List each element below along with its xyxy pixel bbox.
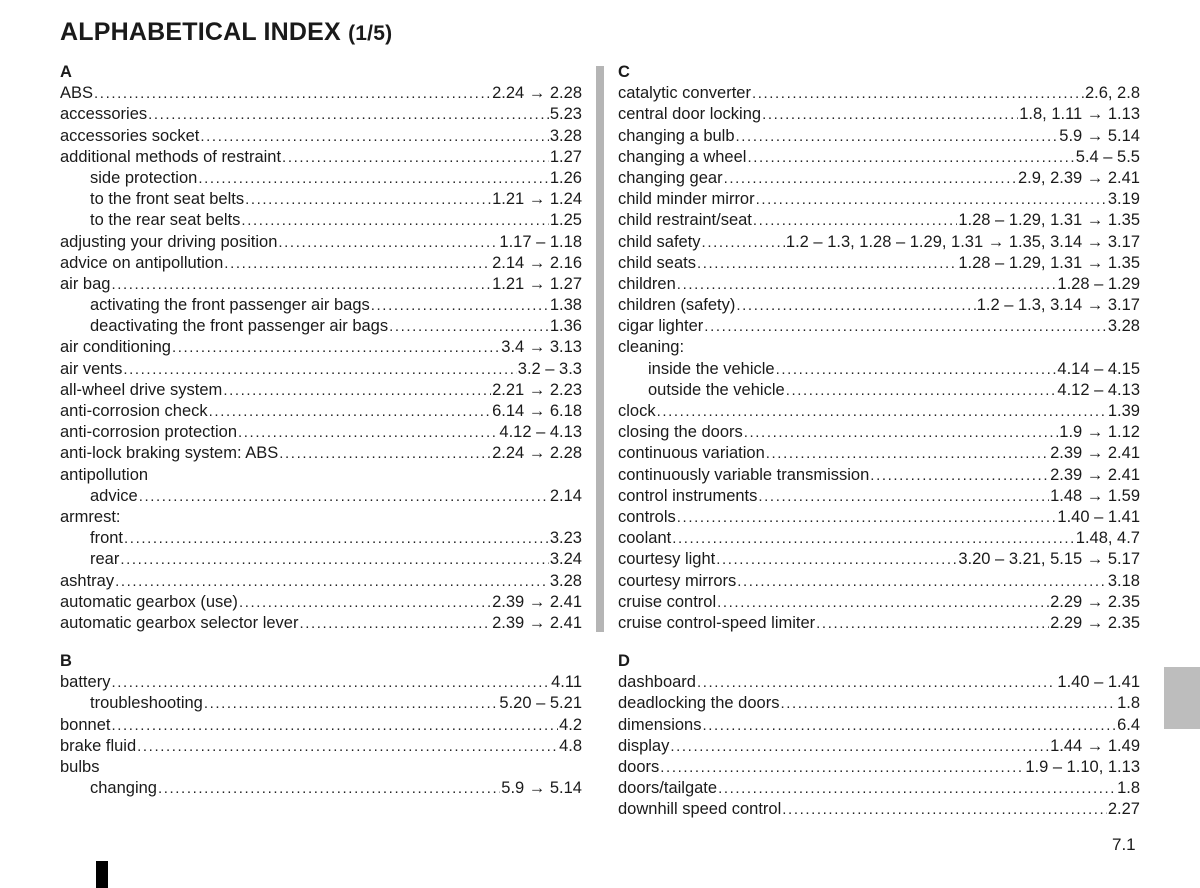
dot-leader	[198, 168, 549, 189]
entry-page-ref: 1.8	[1117, 694, 1140, 713]
entry-page-ref: 1.21 → 1.27	[492, 274, 582, 293]
index-entry	[60, 757, 582, 778]
entry-term: control instruments	[618, 486, 758, 505]
entry-term: closing the doors	[618, 423, 743, 442]
entry-page-ref: 1.44 → 1.49	[1050, 736, 1140, 755]
index-entry	[60, 232, 582, 253]
dot-leader	[241, 210, 548, 231]
entry-term: continuous variation	[618, 444, 765, 463]
entry-page-ref: 1.40 – 1.41	[1057, 673, 1140, 692]
dot-leader	[744, 422, 1059, 443]
dot-leader	[657, 401, 1107, 422]
dot-leader	[209, 401, 491, 422]
entry-page-ref: 1.48, 4.7	[1075, 529, 1140, 548]
entry-term: accessories socket	[60, 126, 200, 145]
index-entry	[618, 549, 1140, 570]
index-entry	[618, 693, 1140, 714]
index-entry	[60, 147, 582, 168]
dot-leader	[111, 274, 491, 295]
entry-page-ref: 3.28	[1107, 317, 1140, 336]
entry-page-ref: 1.36	[549, 317, 582, 336]
section-letter: B	[60, 652, 72, 671]
index-entry	[618, 316, 1140, 337]
index-entry	[60, 253, 582, 274]
entry-term: child minder mirror	[618, 190, 755, 209]
dot-leader	[776, 359, 1057, 380]
index-entry	[60, 359, 582, 380]
dot-leader	[717, 592, 1049, 613]
index-entry	[618, 232, 1140, 253]
dot-leader	[115, 571, 549, 592]
entry-term: child seats	[618, 253, 696, 272]
entry-page-ref: 1.40 – 1.41	[1057, 507, 1140, 526]
dot-leader	[816, 613, 1049, 634]
dot-leader	[148, 104, 549, 125]
entry-page-ref: 1.27	[549, 147, 582, 166]
entry-page-ref: 3.19	[1107, 190, 1140, 209]
dot-leader	[766, 443, 1049, 464]
entry-page-ref: 6.14 → 6.18	[492, 402, 582, 420]
index-subentry	[60, 549, 582, 570]
dot-leader	[279, 443, 491, 464]
registration-mark	[96, 861, 108, 888]
dot-leader	[111, 672, 550, 693]
entry-term: additional methods of restraint	[60, 147, 282, 166]
entry-page-ref: 1.8	[1117, 779, 1140, 798]
entry-page-ref: 5.9 → 5.14	[1059, 126, 1140, 145]
entry-term: continuously variable transmission	[618, 465, 870, 484]
entry-page-ref: 3.20 – 3.21, 5.15 → 5.17	[958, 550, 1140, 569]
index-entry	[618, 507, 1140, 528]
entry-term: child restraint/seat	[618, 211, 752, 230]
entry-page-ref: 2.39 → 2.41	[492, 592, 582, 611]
dot-leader	[660, 757, 1024, 778]
dot-leader	[747, 147, 1074, 168]
dot-leader	[752, 83, 1084, 104]
title-part: (1/5)	[348, 22, 393, 45]
dot-leader	[389, 316, 549, 337]
entry-term: courtesy mirrors	[618, 571, 737, 590]
index-entry	[618, 210, 1140, 231]
dot-leader	[718, 778, 1116, 799]
index-entry	[618, 528, 1140, 549]
index-subentry	[60, 528, 582, 549]
index-entry	[618, 799, 1140, 820]
section-letter: D	[618, 652, 630, 671]
dot-leader	[704, 316, 1107, 337]
dot-leader	[780, 693, 1116, 714]
entry-term: changing	[90, 779, 157, 798]
dot-leader	[245, 189, 491, 210]
entry-term: dimensions	[618, 715, 702, 734]
dot-leader	[870, 465, 1049, 486]
entry-term: central door locking	[618, 105, 762, 124]
dot-leader	[158, 778, 500, 799]
entry-page-ref: 2.39 → 2.41	[1050, 465, 1140, 484]
entry-term: antipollution	[60, 465, 149, 484]
index-entry	[618, 401, 1140, 422]
dot-leader	[172, 337, 500, 358]
dot-leader	[736, 126, 1059, 147]
entry-page-ref: 1.9 – 1.10, 1.13	[1025, 758, 1140, 776]
index-entry	[618, 83, 1140, 104]
entry-page-ref: 2.14 → 2.16	[492, 253, 582, 272]
column-divider	[596, 66, 604, 632]
entry-term: to the front seat belts	[90, 190, 245, 209]
entry-page-ref: 2.29 → 2.35	[1050, 613, 1140, 632]
entry-term: activating the front passenger air bags	[90, 296, 370, 315]
index-entry	[618, 592, 1140, 613]
entry-term: courtesy light	[618, 550, 716, 569]
index-column-right	[618, 62, 1140, 838]
entry-term: bulbs	[60, 758, 100, 776]
entry-term: side protection	[90, 168, 198, 187]
entry-term: air bag	[60, 274, 111, 293]
entry-term: outside the vehicle	[648, 380, 785, 399]
index-entry	[60, 613, 582, 634]
entry-term: child safety	[618, 232, 701, 251]
dot-leader	[672, 528, 1075, 549]
dot-leader	[724, 168, 1017, 189]
index-entry	[618, 274, 1140, 295]
entry-term: rear	[90, 550, 120, 569]
dot-leader	[204, 693, 499, 714]
index-subentry	[60, 778, 582, 799]
index-subentry	[618, 359, 1140, 380]
dot-leader	[670, 736, 1049, 757]
entry-term: adjusting your driving position	[60, 232, 278, 251]
entry-term: front	[90, 529, 124, 548]
entry-term: advice on antipollution	[60, 253, 224, 272]
entry-term: brake fluid	[60, 736, 137, 755]
entry-term: doors/tailgate	[618, 779, 718, 798]
entry-page-ref: 6.4	[1117, 715, 1140, 734]
section-letter: A	[60, 63, 72, 81]
entry-term: ABS	[60, 84, 94, 103]
dot-leader	[282, 147, 549, 168]
entry-page-ref: 5.4 – 5.5	[1075, 147, 1140, 166]
dot-leader	[123, 359, 516, 380]
dot-leader	[278, 232, 498, 253]
index-entry	[618, 571, 1140, 592]
entry-term: all-wheel drive system	[60, 380, 223, 399]
dot-leader	[111, 715, 558, 736]
entry-term: changing a bulb	[618, 126, 735, 145]
chapter-tab	[1164, 667, 1200, 729]
entry-page-ref: 3.2 – 3.3	[517, 359, 582, 378]
entry-term: air conditioning	[60, 338, 171, 357]
entry-page-ref: 2.9, 2.39 → 2.41	[1017, 168, 1140, 187]
entry-page-ref: 5.9 → 5.14	[501, 779, 582, 798]
dot-leader	[697, 253, 957, 274]
entry-term: cruise control-speed limiter	[618, 613, 816, 632]
entry-page-ref: 3.28	[549, 126, 582, 145]
entry-term: display	[618, 736, 670, 755]
entry-term: controls	[618, 507, 676, 526]
dot-leader	[702, 715, 1116, 736]
index-entry	[60, 104, 582, 125]
entry-term: cleaning:	[618, 338, 685, 357]
index-entry	[60, 401, 582, 422]
dot-leader	[677, 274, 1057, 295]
dot-leader	[753, 210, 957, 231]
dot-leader	[782, 799, 1107, 820]
entry-page-ref: 2.21 → 2.23	[492, 380, 582, 399]
entry-page-ref: 1.21 → 1.24	[492, 190, 582, 209]
dot-leader	[239, 592, 491, 613]
entry-term: air vents	[60, 359, 123, 378]
index-entry	[618, 443, 1140, 464]
entry-term: armrest:	[60, 507, 121, 526]
entry-term: anti-corrosion protection	[60, 423, 238, 442]
entry-page-ref: 5.20 – 5.21	[499, 694, 582, 713]
entry-page-ref: 1.8, 1.11 → 1.13	[1019, 105, 1140, 124]
entry-term: changing gear	[618, 168, 723, 187]
dot-leader	[299, 613, 491, 634]
index-entry	[60, 672, 582, 693]
entry-term: battery	[60, 673, 111, 692]
index-section-a	[60, 62, 582, 634]
dot-leader	[697, 672, 1056, 693]
index-entry	[618, 465, 1140, 486]
entry-page-ref: 1.38	[549, 296, 582, 315]
entry-term: cruise control	[618, 592, 717, 611]
index-entry	[618, 672, 1140, 693]
entry-term: children (safety)	[618, 296, 736, 315]
entry-term: anti-corrosion check	[60, 402, 208, 420]
dot-leader	[137, 736, 558, 757]
entry-term: deactivating the front passenger air bags	[90, 317, 389, 336]
entry-page-ref: 4.12 – 4.13	[1057, 380, 1140, 399]
entry-page-ref: 1.17 – 1.18	[499, 232, 582, 251]
index-section-c	[618, 62, 1140, 634]
index-section-b	[60, 651, 582, 799]
entry-page-ref: 2.27	[1107, 800, 1140, 819]
entry-term: deadlocking the doors	[618, 694, 780, 713]
entry-page-ref: 1.2 – 1.3, 3.14 → 3.17	[976, 296, 1140, 315]
entry-term: anti-lock braking system: ABS	[60, 444, 279, 463]
entry-page-ref: 2.6, 2.8	[1084, 84, 1140, 103]
entry-term: automatic gearbox (use)	[60, 592, 238, 611]
entry-page-ref: 3.24	[549, 550, 582, 569]
entry-page-ref: 4.2	[559, 715, 582, 734]
entry-term: automatic gearbox selector lever	[60, 613, 299, 632]
dot-leader	[94, 83, 491, 104]
entry-page-ref: 1.39	[1107, 402, 1140, 420]
entry-term: dashboard	[618, 673, 696, 692]
dot-leader	[762, 104, 1018, 125]
entry-page-ref: 3.23	[549, 529, 582, 548]
dot-leader	[371, 295, 549, 316]
index-subentry	[618, 380, 1140, 401]
dot-leader	[223, 380, 491, 401]
dot-leader	[120, 549, 549, 570]
index-entry	[60, 337, 582, 358]
entry-page-ref: 3.4 → 3.13	[501, 338, 582, 357]
dot-leader	[758, 486, 1049, 507]
index-entry	[618, 757, 1140, 778]
dot-leader	[716, 549, 957, 570]
entry-page-ref: 1.28 – 1.29, 1.31 → 1.35	[958, 253, 1140, 272]
index-section-d	[618, 651, 1140, 821]
entry-term: clock	[618, 402, 656, 420]
entry-term: changing a wheel	[618, 147, 747, 166]
index-column-left	[60, 62, 582, 816]
index-subentry	[60, 168, 582, 189]
entry-page-ref: 4.12 – 4.13	[499, 423, 582, 442]
entry-page-ref: 4.8	[559, 736, 582, 755]
index-entry	[618, 778, 1140, 799]
index-entry	[60, 83, 582, 104]
entry-page-ref: 1.25	[549, 211, 582, 230]
index-entry	[60, 571, 582, 592]
dot-leader	[786, 380, 1057, 401]
index-subentry	[60, 316, 582, 337]
entry-page-ref: 2.24 → 2.28	[492, 84, 582, 103]
entry-page-ref: 1.2 – 1.3, 1.28 – 1.29, 1.31 → 1.35, 3.14 → 3.17	[785, 232, 1140, 251]
entry-term: children	[618, 274, 676, 293]
entry-term: doors	[618, 758, 660, 776]
entry-term: inside the vehicle	[648, 359, 775, 378]
entry-page-ref: 3.28	[549, 571, 582, 590]
index-subentry	[60, 189, 582, 210]
index-subentry	[60, 693, 582, 714]
index-entry	[618, 486, 1140, 507]
page-number: 7.1	[1112, 835, 1136, 854]
index-entry	[618, 736, 1140, 757]
entry-page-ref: 2.24 → 2.28	[492, 444, 582, 463]
entry-page-ref: 1.9 → 1.12	[1059, 423, 1140, 442]
entry-page-ref: 4.11	[551, 673, 582, 692]
entry-term: bonnet	[60, 715, 111, 734]
title-main: ALPHABETICAL INDEX	[60, 18, 341, 46]
section-letter: C	[618, 63, 630, 81]
index-entry	[618, 337, 1140, 358]
entry-term: cigar lighter	[618, 317, 704, 336]
page-title	[60, 18, 392, 47]
entry-term: advice	[90, 486, 138, 505]
entry-page-ref: 4.14 – 4.15	[1057, 359, 1140, 378]
dot-leader	[200, 126, 548, 147]
dot-leader	[737, 571, 1107, 592]
index-entry	[60, 126, 582, 147]
entry-page-ref: 1.48 → 1.59	[1050, 486, 1140, 505]
index-entry	[60, 592, 582, 613]
dot-leader	[736, 295, 975, 316]
dot-leader	[756, 189, 1107, 210]
index-entry	[60, 380, 582, 401]
index-entry	[618, 613, 1140, 634]
dot-leader	[139, 486, 549, 507]
dot-leader	[238, 422, 498, 443]
index-entry	[60, 736, 582, 757]
entry-term: troubleshooting	[90, 694, 203, 713]
index-entry	[618, 189, 1140, 210]
index-entry	[60, 715, 582, 736]
dot-leader	[224, 253, 491, 274]
index-entry	[60, 465, 582, 486]
index-subentry	[60, 295, 582, 316]
index-entry	[60, 274, 582, 295]
dot-leader	[124, 528, 549, 549]
entry-page-ref: 2.14	[549, 486, 582, 505]
entry-term: accessories	[60, 105, 148, 124]
entry-term: ashtray	[60, 571, 115, 590]
dot-leader	[702, 232, 785, 253]
entry-term: to the rear seat belts	[90, 211, 241, 230]
index-entry	[618, 104, 1140, 125]
entry-term: downhill speed control	[618, 800, 782, 819]
entry-page-ref: 1.28 – 1.29	[1057, 274, 1140, 293]
entry-page-ref: 3.18	[1107, 571, 1140, 590]
entry-page-ref: 1.28 – 1.29, 1.31 → 1.35	[958, 211, 1140, 230]
entry-page-ref: 2.39 → 2.41	[1050, 444, 1140, 463]
index-entry	[60, 443, 582, 464]
entry-page-ref: 1.26	[549, 168, 582, 187]
index-subentry	[60, 486, 582, 507]
entry-page-ref: 5.23	[549, 105, 582, 124]
index-entry	[618, 126, 1140, 147]
index-entry	[618, 295, 1140, 316]
entry-page-ref: 2.39 → 2.41	[492, 613, 582, 632]
index-entry	[60, 507, 582, 528]
dot-leader	[677, 507, 1057, 528]
index-entry	[60, 422, 582, 443]
index-subentry	[60, 210, 582, 231]
entry-page-ref: 2.29 → 2.35	[1050, 592, 1140, 611]
index-entry	[618, 715, 1140, 736]
index-entry	[618, 168, 1140, 189]
index-entry	[618, 422, 1140, 443]
entry-term: coolant	[618, 529, 672, 548]
entry-term: catalytic converter	[618, 84, 751, 103]
index-entry	[618, 147, 1140, 168]
index-entry	[618, 253, 1140, 274]
